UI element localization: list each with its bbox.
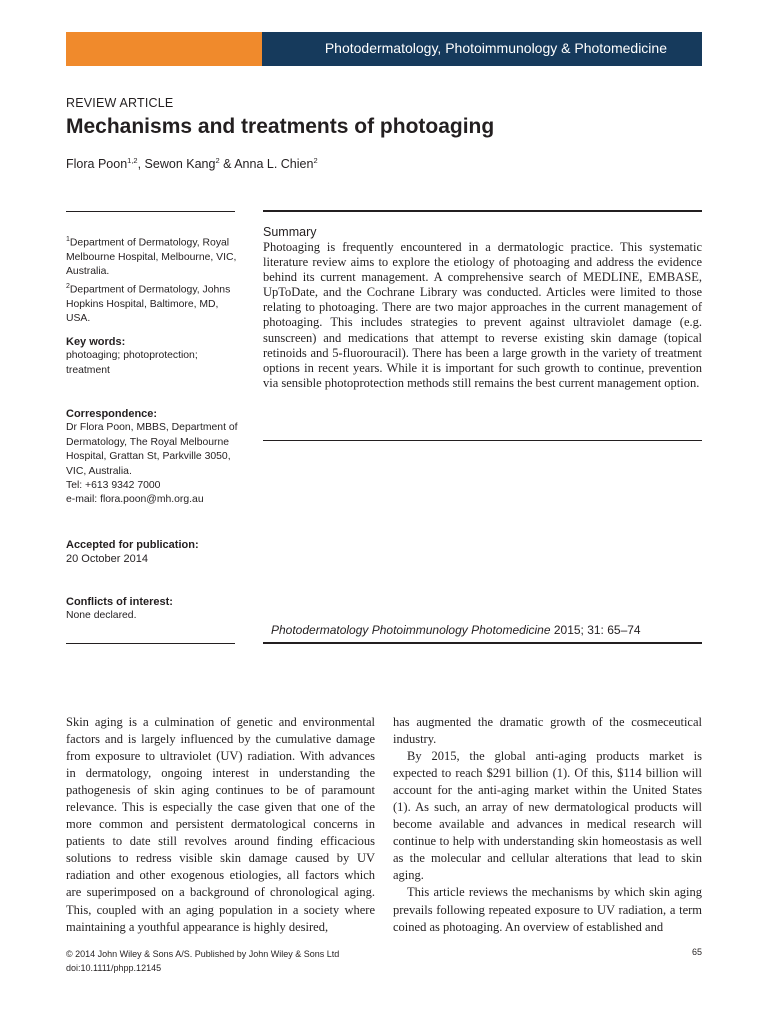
body-paragraph: has augmented the dramatic growth of the cosmeceutical industry. [393, 715, 702, 747]
summary-bottom-rule [263, 440, 702, 441]
citation-details: 2015; 31: 65–74 [553, 623, 641, 637]
conflicts-section [66, 595, 241, 624]
author-list [66, 156, 318, 171]
summary-text: Photoaging is frequently encountered in a dermatologic practice. This systematic literature review aims to explore the etiology of photoaging and address the evidence behind its current management. A comprehensive search of MEDLINE, EMBASE, UpToDate, and the Cochrane Library was conducted. Articles were limited to those relating to photoaging. There are two major approaches in the current management of photoaging. This includes strategies to prevent against ultraviolet damage (e.g. sunscreen) and medications that attempt to reverse existing skin damage (topical retinoids and 5-fluorouracil). There has been a large growth in the variety of treatment options in recent years. While it is important for such growth to continue, prevention via sensible photoprotection methods still remains the best current management option. [263, 240, 702, 390]
keywords-section [66, 335, 241, 378]
summary-heading: Summary [263, 225, 317, 239]
author-affiliation-mark: 1,2 [127, 156, 138, 165]
article-type: REVIEW ARTICLE [66, 96, 174, 110]
journal-banner [66, 32, 702, 66]
keywords-text: photoaging; photoprotection; treatment [66, 350, 198, 376]
journal-name: Photodermatology, Photoimmunology & Photomedicine [324, 40, 667, 56]
author-name: Flora Poon [66, 157, 128, 172]
body-column-right [393, 714, 702, 936]
journal-citation [271, 623, 641, 637]
affiliation-text: Department of Dermatology, Royal Melbourne Hospital, Melbourne, VIC, Australia. [66, 237, 237, 278]
conflicts-label: Conflicts of interest: [66, 596, 173, 608]
keywords-label: Key words: [66, 336, 126, 348]
author-affiliation-mark: 2 [313, 156, 318, 165]
author-separator: , [137, 157, 145, 172]
copyright-line: © 2014 John Wiley & Sons A/S. Published by John Wiley & Sons Ltd [66, 949, 340, 959]
banner-accent-block [66, 32, 262, 66]
summary-top-rule [263, 210, 702, 212]
affiliation-number: 1 [66, 236, 70, 243]
accepted-label: Accepted for publication: [66, 539, 199, 551]
body-paragraph: By 2015, the global anti-aging products market is expected to reach $291 billion (1). Of this, $114 billion will account for the anti-aging market within the United States (1). As such, an array of new dermatological products will become available and advances in medical research will continue to help with understanding skin homeostasis as well as the molecular and cellular alterations that lead to skin aging. [393, 749, 702, 883]
affiliation-item [66, 280, 241, 327]
article-title: Mechanisms and treatments of photoaging [66, 115, 495, 138]
correspondence-tel: Tel: +613 9342 7000 [66, 480, 161, 492]
accepted-section [66, 538, 241, 567]
page-number: 65 [691, 947, 702, 957]
body-paragraph: Skin aging is a culmination of genetic and environmental factors and is largely influenced by the cumulative damage from exposure to ultraviolet (UV) radiation. With advances in dermatology, ongoing interest in understanding the pathogenesis of skin aging continues to be of paramount relevance. This is especially the case given that one of the more common and persistent dermatological concerns in patients to date still revolves around finding efficacious solutions to redress visible skin damage caused by UV radiation and other exogenous etiologies, all factors which are superimposed on a background of chronological aging. This, coupled with an aging population in a society where maintaining a youthful appearance is highly desired, [66, 715, 375, 934]
author-separator: & [219, 157, 235, 172]
body-paragraph: This article reviews the mechanisms by which skin aging prevails following repeated exposure to UV radiation, a term coined as photoaging. An overview of established and [393, 885, 702, 934]
accepted-date: 20 October 2014 [66, 553, 148, 566]
doi-line: doi:10.1111/phpp.12145 [66, 963, 162, 973]
affiliation-number: 2 [66, 282, 70, 290]
correspondence-address: Dr Flora Poon, MBBS, Department of Dermatology, The Royal Melbourne Hospital, Grattan St, Parkville 3050, VIC, Australia. [66, 422, 238, 477]
affiliation-item [66, 233, 241, 280]
citation-journal: Photodermatology Photoimmunology Photomedicine [271, 623, 551, 637]
conflicts-text: None declared. [66, 610, 137, 622]
author-affiliation-mark: 2 [215, 156, 220, 165]
correspondence-label: Correspondence: [66, 408, 158, 420]
sidebar-top-rule [66, 211, 235, 212]
citation-bottom-rule [263, 642, 702, 644]
author-name: Sewon Kang [144, 157, 216, 172]
footer-info [66, 947, 339, 975]
affiliations [66, 233, 241, 326]
affiliation-text: Department of Dermatology, Johns Hopkins Hospital, Baltimore, MD, USA. [66, 284, 231, 324]
author-name: Anna L. Chien [234, 157, 314, 172]
correspondence-email: e-mail: flora.poon@mh.org.au [66, 494, 204, 506]
correspondence-section [66, 407, 241, 508]
banner-title-block [262, 32, 702, 66]
body-column-left [66, 714, 375, 936]
sidebar-bottom-rule [66, 643, 235, 644]
